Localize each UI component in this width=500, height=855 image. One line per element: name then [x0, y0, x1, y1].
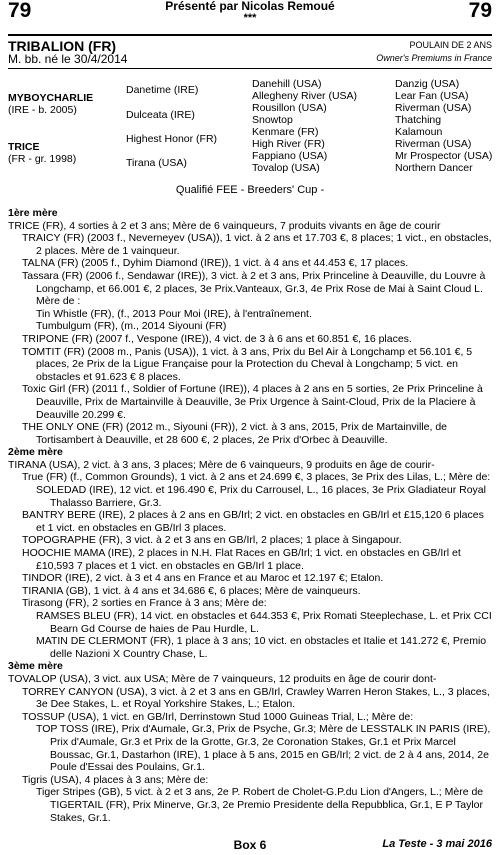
produce-entry: TORREY CANYON (USA), 3 vict. à 2 et 3 ans en GB/Irl, Crawley Warren Heron Stakes, L., 3 places, 3e Dee Stakes, L. et Royal Yorkshire Stakes, L.; Etalon.: [22, 685, 490, 711]
venue-date: La Teste - 3 mai 2016: [382, 838, 492, 850]
gen3-item: High River (FR): [252, 138, 325, 150]
produce-entry: TINDOR (IRE), 2 vict. à 3 et 4 ans en France et au Maroc et 12.197 €; Etalon.: [22, 572, 384, 585]
gen3-item: Tovalop (USA): [252, 162, 320, 174]
dam-name: TRICE: [8, 141, 40, 153]
produce-entry: Tirasong (FR), 2 sorties en France à 3 ans; Mère de:: [22, 597, 267, 610]
produce-entry: Tin Whistle (FR), (f., 2013 Pour Moi (IRE), à l'entraînement.: [36, 307, 312, 320]
produce-entry: TOPOGRAPHE (FR), 3 vict. à 2 et 3 ans en GB/Irl, 2 places; 1 place à Singapour.: [22, 534, 402, 547]
gen4-item: Mr Prospector (USA): [395, 150, 493, 162]
produce-entry: Toxic Girl (FR) (2011 f., Soldier of Fortune (IRE)), 4 places à 2 ans en 5 sorties, 2e Prix Princeline à Deauville, Prix de Martainville à Deauville, 3e Prix Urgence à Saint-Cloud, Prix de la Placiere à Deauville 20.299 €.: [22, 383, 483, 421]
gen2-item: Tirana (USA): [126, 157, 187, 169]
horse-details: M. bb. né le 30/4/2014: [8, 52, 128, 66]
gen3-item: Snowtop: [252, 114, 293, 126]
horse-title-box: [8, 34, 492, 69]
gen2-item: Highest Honor (FR): [126, 133, 218, 145]
horse-category: POULAIN DE 2 ANS: [409, 40, 492, 50]
dam-record: TRICE (FR), 4 sorties à 2 et 3 ans; Mère de 6 vainqueurs, 7 produits vivants en âge de courir: [8, 219, 441, 232]
page-header: [0, 0, 500, 28]
produce-entry: RAMSES BLEU (FR), 14 vict. en obstacles et 644.353 €, Prix Romati Steeplechase, L. et Prix CCI Bearn Gd Course de haies de Pau Hurdle, L.: [36, 610, 492, 635]
gen4-item: Thatching: [395, 114, 442, 126]
produce-entry: Tassara (FR) (2006 f., Sendawar (IRE)), 3 vict. à 2 et 3 ans, Prix Princeline à Deauville, du Louvre à Longchamp, et 66.001 €, 2 places, 3e Prix.Vanteaux, Gr.3, 4e Prix Rose de Mai à Saint Cloud L. Mère de :: [22, 269, 486, 308]
produce-entry: True (FR) (f., Common Grounds), 1 vict. à 2 ans et 24.699 €, 3 places, 3e Prix des Lilas, L.; Mère de:: [22, 471, 491, 484]
section-heading: 3ème mère: [8, 660, 63, 673]
gen3-item: Rousillon (USA): [252, 102, 327, 114]
pedigree-notes: [8, 207, 494, 824]
lot-number-right: 79: [468, 0, 492, 22]
stars: ***: [243, 12, 257, 24]
produce-entry: TOP TOSS (IRE), Prix d'Aumale, Gr.3, Prix de Psyche, Gr.3; Mère de LESSTALK IN PARIS (IRE), Prix d'Aumale, Gr.3 et Prix de la Grotte, Gr.3, 2e Coronation Stakes, Gr.1 et Prix Marcel Boussac, Gr.1, Dastarhon (IRE), 1 place à 5 ans, 2015 en GB/Irl; 2 vict. de 2 à 4 ans, 2014, 2e Poule d'Essai des Poulains, Gr.1.: [36, 723, 491, 774]
produce-entry: TIRANIA (GB), 1 vict. à 4 ans et 34.686 €, 6 places; Mère de vainqueurs.: [22, 584, 361, 597]
gen4-item: Northern Dancer: [395, 162, 473, 174]
sire-info: (IRE - b. 2005): [8, 104, 77, 116]
horse-name: TRIBALION (FR): [8, 38, 117, 54]
gen3-item: Fappiano (USA): [252, 150, 328, 162]
dam-record: TIRANA (USA), 2 vict. à 3 ans, 3 places; Mère de 6 vainqueurs, 9 produits en âge de courir-: [8, 458, 435, 471]
gen3-item: Danehill (USA): [252, 78, 322, 90]
produce-entry: SOLEDAD (IRE), 12 vict. et 196.490 €, Prix du Carrousel, L., 16 places, 3e Prix Gladiateur Royal Thalasso Barriere, Gr.3.: [36, 484, 486, 509]
gen4-item: Lear Fan (USA): [395, 90, 469, 102]
section-heading: 2ème mère: [8, 446, 63, 459]
produce-entry: Tiger Stripes (GB), 5 vict. à 2 et 3 ans, 2e P. Robert de Cholet-G.P.du Lion d'Angers, L.; Mère de TIGERTAIL (FR), Prix Minerve, Gr.3, 2e Premio Presidente della Repubblica, Gr.1, E P Taylor Stakes, Gr.1.: [36, 786, 484, 824]
gen3-item: Allegheny River (USA): [252, 90, 358, 102]
dam-record: TOVALOP (USA), 3 vict. aux USA; Mère de 7 vainqueurs, 12 produits en âge de courir dont-: [8, 672, 437, 685]
produce-entry: TRAICY (FR) (2003 f., Neverneyev (USA)), 1 vict. à 2 ans et 17.703 €, 8 places; 1 vict., en obstacles, 2 places. Mère de 1 vainqueur.: [22, 232, 492, 257]
box-number: Box 6: [233, 838, 267, 852]
presenter: Présenté par Nicolas Remoué: [165, 0, 335, 13]
gen4-item: Danzig (USA): [395, 78, 460, 90]
gen2-item: Danetime (IRE): [126, 84, 199, 96]
produce-entry: TALNA (FR) (2005 f., Dyhim Diamond (IRE)), 1 vict. à 4 ans et 44.453 €, 17 places.: [22, 257, 409, 270]
owner-premium: Owner's Premiums in France: [376, 53, 492, 63]
produce-entry: MATIN DE CLERMONT (FR), 1 place à 3 ans; 10 vict. en obstacles et Italie et 141.272 €, Premio delle Nazioni X Country Chase, L.: [36, 635, 487, 660]
qualification: Qualifié FEE - Breeders' Cup -: [175, 184, 325, 196]
gen2-item: Dulceata (IRE): [126, 109, 195, 121]
section-heading: 1ère mère: [8, 207, 58, 219]
produce-entry: TRIPONE (FR) (2007 f., Vespone (IRE)), 4 vict. de 3 à 6 ans et 60.851 €, 16 places.: [22, 332, 412, 345]
produce-entry: TOMTIT (FR) (2008 m., Panis (USA)), 1 vict. à 3 ans, Prix du Bel Air à Longchamp et 56.101 €, 5 places, 2e Prix de la Ligue Française pour la Protection du Cheval à Longchamp; 5 vict. en obstacles et 91.623 € 8 places.: [22, 345, 473, 383]
gen3-item: Kenmare (FR): [252, 126, 319, 138]
dam-info: (FR - gr. 1998): [8, 153, 77, 165]
produce-entry: Tigris (USA), 4 places à 3 ans; Mère de:: [22, 773, 209, 786]
produce-entry: BANTRY BERE (IRE), 2 places à 2 ans en GB/Irl; 2 vict. en obstacles en GB/Irl et £15,120 6 places et 1 vict. en obstacles en GB/Irl 3 places.: [22, 509, 484, 534]
produce-entry: TOSSUP (USA), 1 vict. en GB/Irl, Derrinstown Stud 1000 Guineas Trial, L.; Mère de:: [22, 710, 414, 723]
gen4-item: Kalamoun: [395, 126, 443, 138]
produce-entry: HOOCHIE MAMA (IRE), 2 places in N.H. Flat Races en GB/Irl; 1 vict. en obstacles en GB/Irl et £10,593 7 places et 1 vict. en obstacles en GB/Irl 1 place.: [22, 547, 461, 572]
gen4-item: Riverman (USA): [395, 102, 472, 114]
sire-name: MYBOYCHARLIE: [8, 92, 94, 104]
produce-entry: Tumbulgum (FR), (m., 2014 Siyouni (FR): [36, 320, 227, 333]
produce-entry: THE ONLY ONE (FR) (2012 m., Siyouni (FR)), 2 vict. à 3 ans, 2015, Prix de Martainville, de Tortisambert à Deauville, et 28 600 €, 2 places, 2e Prix d'Orbec à Deauville.: [22, 421, 448, 446]
lot-number-left: 79: [8, 0, 32, 22]
gen4-item: Riverman (USA): [395, 138, 472, 150]
